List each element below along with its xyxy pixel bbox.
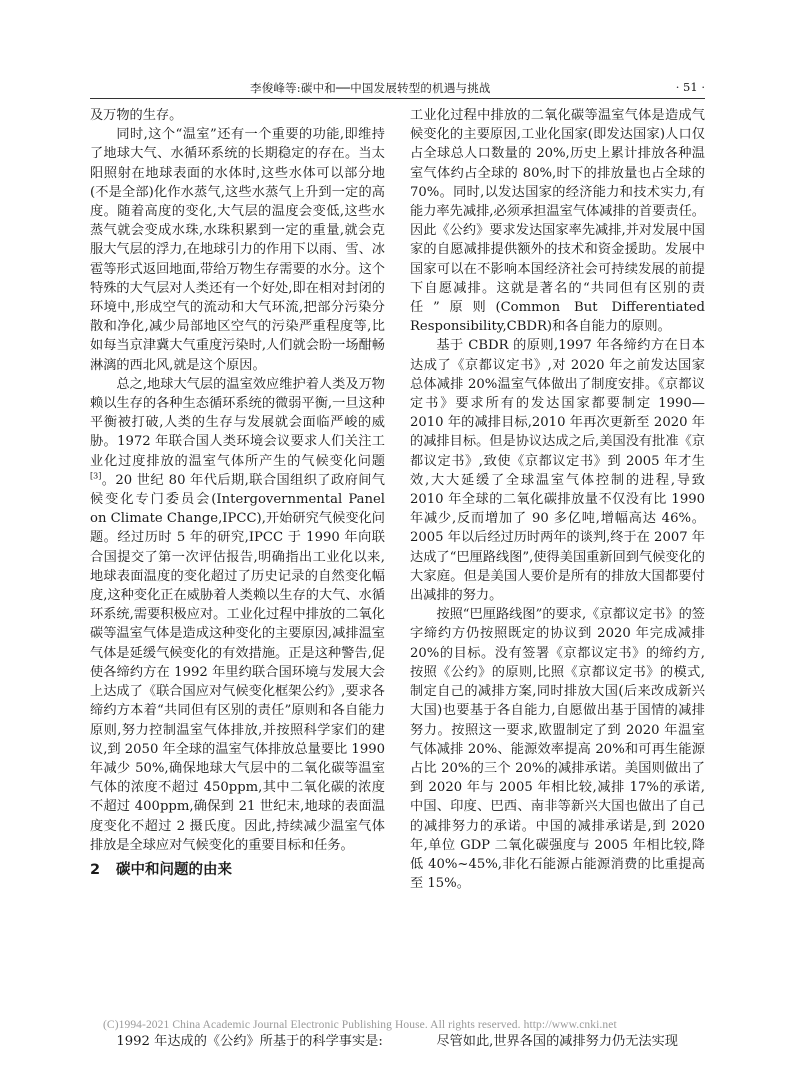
header-rule bbox=[90, 98, 705, 99]
paragraph-text: 。20 世纪 80 年代后期,联合国组织了政府间气候变化专门委员会(Intergovernmental Panel on Climate Change,IPCC),开始研究气候变化问题。经过历时 5 年的研究,IPCC 于 1990 年向联合国提交了第一次评估报告,明确指出工业化以来,地球表面温度的变化超过了历史记录的自然变化幅度,这种变化正在威胁着人类赖以生存的大气、水循环系统,需要积极应对。工业化过程中排放的二氧化碳等温室气体是造成这种变化的主要原因,减排温室气体是延缓气候变化的有效措施。正是这种警告,促使各缔约方在 1992 年里约联合国环境与发展大会上达成了《联合国应对气候变化框架公约》,要求各缔约方本着“共同但有区别的责任”原则和各自能力原则,努力控制温室气体排放,并按照科学家们的建议,到 2050 年全球的温室气体排放总量要比 1990 年减少 50%,确保地球大气层中的二氧化碳等温室气体的浓度不超过 450ppm,其中二氧化碳的浓度不超过 400ppm,确保到 21 世纪末,地球的表面温度变化不超过 2 摄氏度。因此,持续减少温室气体排放是全球应对气候变化的重要目标和任务。 bbox=[90, 472, 385, 853]
section-heading bbox=[90, 859, 385, 881]
page-number: · 51 · bbox=[675, 80, 705, 94]
left-column bbox=[90, 106, 385, 883]
paragraph-text: 总之,地球大气层的温室效应维护着人类及万物赖以生存的各种生态循环系统的微弱平衡,一旦这种平衡被打破,人类的生存与发展就会面临严峻的威胁。1972 年联合国人类环境会议要求人们关注工业化过度排放的温室气体所产生的气候变化问题 bbox=[90, 376, 385, 469]
paragraph: 尽管如此,世界各国的减排努力仍无法实现 bbox=[436, 1034, 678, 1049]
header-title: 李俊峰等:碳中和──中国发展转型的机遇与挑战 bbox=[250, 81, 491, 95]
paragraph: 及万物的生存。 bbox=[90, 108, 183, 123]
running-header bbox=[90, 78, 705, 100]
paragraph bbox=[90, 375, 385, 855]
reference-citation: [3] bbox=[90, 471, 102, 481]
paragraph: 按照“巴厘路线图”的要求,《京都议定书》的签字缔约方仍按照既定的协议到 2020 年完成减排 20%的目标。没有签署《京都议定书》的缔约方,按照《公约》的原则,比照《京都议定书》的模式,制定自己的减排方案,同时排放大国(后来改成新兴大国)也要基于各自能力,自愿做出基于国情的减排努力。按照这一要求,欧盟制定了到 2020 年温室气体减排 20%、能源效率提高 20%和可再生能源占比 20%的三个 20%的减排承诺。美国则做出了到 2020 年与 2005 年相比较,减排 17%的承诺,中国、印度、巴西、南非等新兴大国也做出了自己的减排努力的承诺。中国的减排承诺是,到 2020 年,单位 GDP 二氧化碳强度与 2005 年相比较,降低 40%~45%,非化石能源占能源消费的比重提高至 15%。 bbox=[410, 607, 705, 892]
right-column bbox=[410, 106, 705, 893]
section-title: 碳中和问题的由来 bbox=[116, 861, 232, 878]
paragraph: 同时,这个“温室”还有一个重要的功能,即维持了地球大气、水循环系统的长期稳定的存在。当太阳照射在地球表面的水体时,这些水体可以部分地(不是全部)化作水蒸气,这些水蒸气上升到一定的高度。随着高度的变化,大气层的温度会变低,这些水蒸气就会变成水珠,水珠积累到一定的重量,就会克服大气层的浮力,在地球引力的作用下以雨、雪、冰雹等形式返回地面,带给万物生存需要的水分。这个特殊的大气层对人类还有一个好处,即在相对封闭的环境中,形成空气的流动和大气环流,把部分污染分散和净化,减少局部地区空气的污染严重程度等,比如每当京津冀大气重度污染时,人们就会盼一场酣畅淋漓的西北风,就是这个原因。 bbox=[90, 127, 385, 373]
copyright-watermark: (C)1994-2021 China Academic Journal Electronic Publishing House. All rights reserved. http://www.cnki.net bbox=[103, 1019, 617, 1031]
paragraph: 1992 年达成的《公约》所基于的科学事实是: bbox=[116, 1034, 383, 1049]
paragraph: 工业化过程中排放的二氧化碳等温室气体是造成气候变化的主要原因,工业化国家(即发达国家)人口仅占全球总人口数量的 20%,历史上累计排放各种温室气体约占全球的 80%,时下的排放量也占全球的 70%。同时,以发达国家的经济能力和技术实力,有能力率先减排,必须承担温室气体减排的首要责任。因此《公约》要求发达国家率先减排,并对发展中国家的自愿减排提供额外的技术和资金援助。发展中国家可以在不影响本国经济社会可持续发展的前提下自愿减排。这就是著名的“共同但有区别的责任”原则(Common But Differentiated Responsibility,CBDR)和各自能力的原则。 bbox=[410, 108, 705, 335]
paragraph: 基于 CBDR 的原则,1997 年各缔约方在日本达成了《京都议定书》,对 2020 年之前发达国家总体减排 20%温室气体做出了制度安排。《京都议定书》要求所有的发达国家都要制定 1990—2010 年的减排目标,2010 年再次更新至 2020 年的减排目标。但是协议达成之后,美国没有批准《京都议定书》,致使《京都议定书》到 2005 年才生效,大大延缓了全球温室气体控制的进程,导致 2010 年全球的二氧化碳排放量不仅没有比 1990 年减少,反而增加了 90 多亿吨,增幅高达 46%。2005 年以后经过历时两年的谈判,终于在 2007 年达成了“巴厘路线图”,使得美国重新回到气候变化的大家庭。但是美国人要价是所有的排放大国都要付出减排的努力。 bbox=[410, 338, 705, 604]
section-number: 2 bbox=[90, 861, 101, 878]
